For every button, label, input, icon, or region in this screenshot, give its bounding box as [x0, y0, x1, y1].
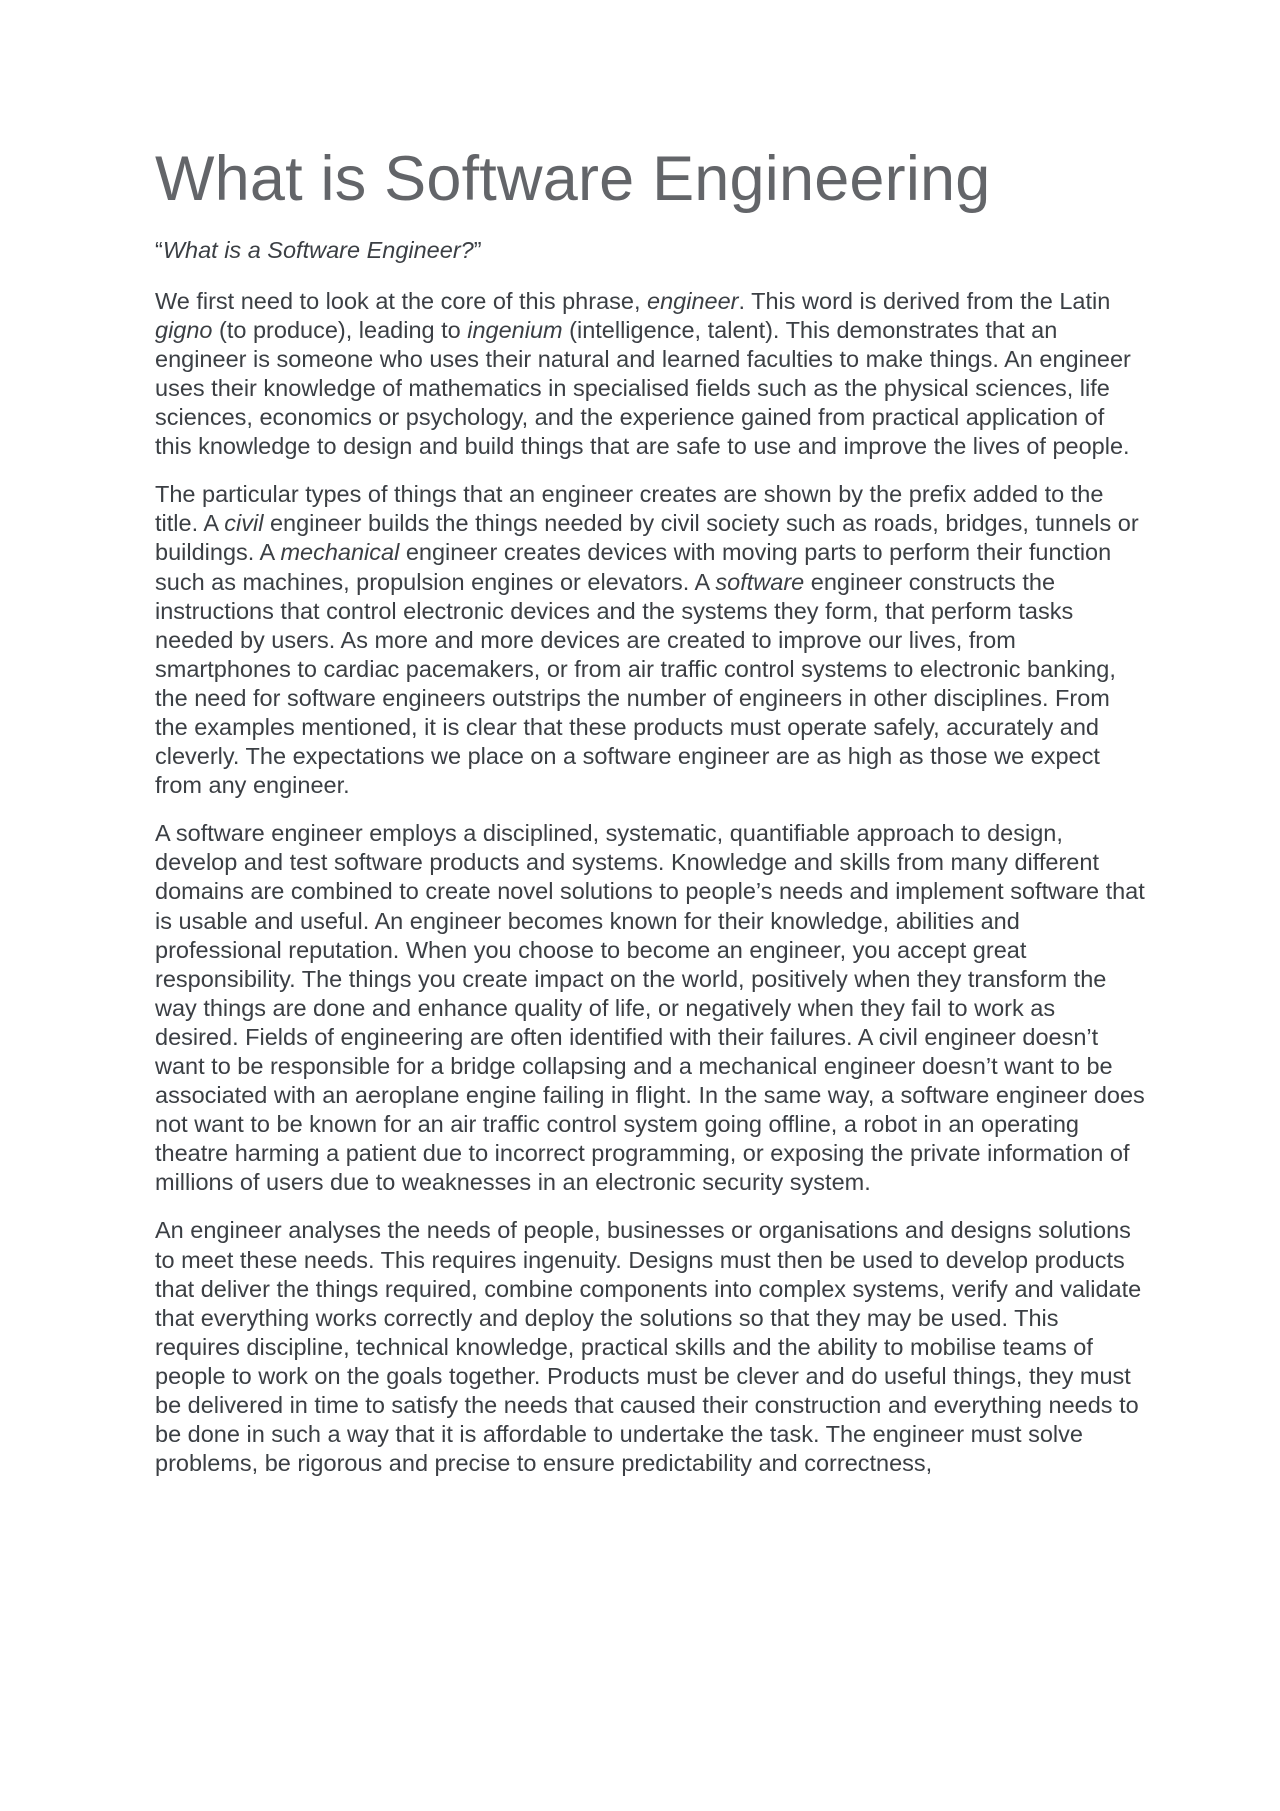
text-run-italic: software [715, 568, 805, 595]
text-run-italic: engineer [647, 287, 739, 314]
text-run: engineer builds the things needed by civil society such as roads, bridges, tunnels or buildings. A [155, 510, 1139, 566]
document-page [155, 145, 1145, 1497]
text-run: engineer creates devices with moving parts to perform their function such as machines, propulsion engines or elevators. A [155, 539, 1112, 595]
subtitle-question: What is a Software Engineer? [162, 237, 474, 264]
paragraph-1 [155, 287, 1145, 462]
document-title: What is Software Engineering [155, 144, 991, 214]
paragraph-4 [155, 1216, 1145, 1478]
text-run: The particular types of things that an engineer creates are shown by the prefix added to the title. A [155, 481, 1104, 537]
document-subtitle [155, 236, 1145, 265]
text-run-italic: civil [224, 510, 264, 537]
paragraph-2 [155, 480, 1145, 800]
subtitle-open-quote: “ [155, 237, 163, 264]
text-run: (to produce), leading to [212, 316, 468, 343]
text-run: We first need to look at the core of this phrase, [155, 287, 648, 314]
text-run: An engineer analyses the needs of people, businesses or organisations and designs solutions to meet these needs. This requires ingenuity. Designs must then be used to develop products that deliver the things required, combine components into complex systems, verify and validate that everything works correctly and deploy the solutions so that they may be used. This requires discipline, technical knowledge, practical skills and the ability to mobilise teams of people to work on the goals together. Products must be clever and do useful things, they must be delivered in time to satisfy the needs that caused their construction and everything needs to be done in such a way that it is affordable to undertake the task. The engineer must solve problems, be rigorous and precise to ensure predictability and correctness, [155, 1217, 1142, 1477]
text-run-italic: ingenium [467, 316, 563, 343]
text-run: . This word is derived from the Latin [738, 287, 1111, 314]
text-run-italic: mechanical [280, 539, 400, 566]
text-run-italic: gigno [155, 316, 213, 343]
text-run: engineer constructs the instructions that control electronic devices and the systems they form, that perform tasks needed by users. As more and more devices are created to improve our lives, from smartphones to cardiac pacemakers, or from air traffic control systems to electronic banking, the need for software engineers outstrips the number of engineers in other disciplines. From the examples mentioned, it is clear that these products must operate safely, accurately and cleverly. The expectations we place on a software engineer are as high as those we expect from any engineer. [155, 568, 1116, 799]
text-run: (intelligence, talent). This demonstrates that an engineer is someone who uses their natural and learned faculties to make things. An engineer uses their knowledge of mathematics in specialised fields such as the physical sciences, life sciences, economics or psychology, and the experience gained from practical application of this knowledge to design and build things that are safe to use and improve the lives of people. [155, 316, 1131, 460]
text-run: A software engineer employs a disciplined, systematic, quantifiable approach to design, develop and test software products and systems. Knowledge and skills from many different domains are combined to create novel solutions to people’s needs and implement software that is usable and useful. An engineer becomes known for their knowledge, abilities and professional reputation. When you choose to become an engineer, you accept great responsibility. The things you create impact on the world, positively when they transform the way things are done and enhance quality of life, or negatively when they fail to work as desired. Fields of engineering are often identified with their failures. A civil engineer doesn’t want to be responsible for a bridge collapsing and a mechanical engineer doesn’t want to be associated with an aeroplane engine failing in flight. In the same way, a software engineer does not want to be known for an air traffic control system going offline, a robot in an operating theatre harming a patient due to incorrect programming, or exposing the private information of millions of users due to weaknesses in an electronic security system. [155, 820, 1145, 1196]
subtitle-close-quote: ” [473, 237, 482, 264]
paragraph-3 [155, 819, 1145, 1197]
